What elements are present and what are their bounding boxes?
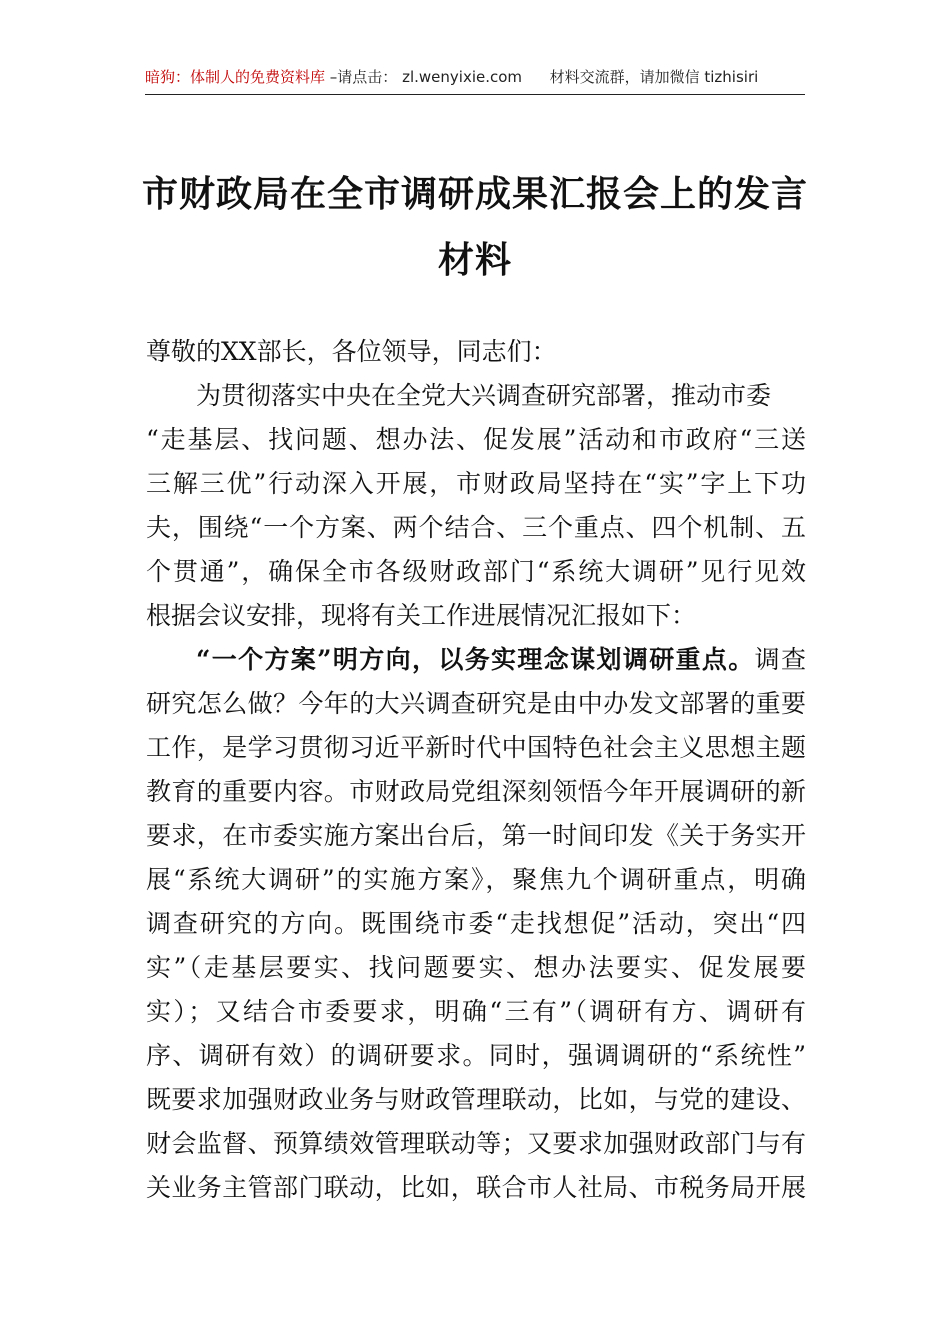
para2-line: 研究怎么做？今年的大兴调查研究是由中办发文部署的重要 — [146, 689, 806, 718]
para2-line: 序、调研有效）的调研要求。同时，强调调研的“系统性” — [146, 1041, 806, 1070]
para2-line: 关业务主管部门联动，比如，联合市人社局、市税务局开展 — [146, 1173, 806, 1202]
header-click-label: –请点击： — [329, 68, 398, 86]
para2-line: 展“系统大调研”的实施方案》，聚焦九个调研重点，明确 — [146, 865, 806, 894]
para2-first-line-rest: 调查 — [754, 645, 806, 674]
para1-line: 根据会议安排，现将有关工作进展情况汇报如下： — [146, 601, 697, 630]
document-title-line-1: 市财政局在全市调研成果汇报会上的发言 — [141, 173, 808, 215]
header-site-name: 暗狗：体制人的免费资料库 — [145, 68, 326, 86]
para2-line: 财会监督、预算绩效管理联动等；又要求加强财政部门与有 — [146, 1129, 806, 1158]
para2-line: 实）；又结合市委要求，明确“三有”（调研有方、调研有 — [146, 997, 806, 1026]
para1-line: 夫，围绕“一个方案、两个结合、三个重点、四个机制、五 — [146, 513, 806, 542]
para2-line: 既要求加强财政业务与财政管理联动，比如，与党的建设、 — [146, 1085, 806, 1114]
para2-line: 教育的重要内容。市财政局党组深刻领悟今年开展调研的新 — [146, 777, 806, 806]
document-body — [146, 330, 806, 1210]
para1-line: 为贯彻落实中央在全党大兴调查研究部署，推动市委 — [196, 381, 772, 410]
para2-line: 要求，在市委实施方案出台后，第一时间印发《关于务实开 — [146, 821, 806, 850]
para2-line: 实”（走基层要实、找问题要实、想办法要实、促发展要 — [146, 953, 806, 982]
header-wechat-note: 材料交流群，请加微信 tizhisiri — [549, 68, 759, 86]
page-header — [145, 66, 805, 95]
para1-line: “走基层、找问题、想办法、促发展”活动和市政府“三送 — [146, 425, 806, 454]
section-heading: “一个方案”明方向，以务实理念谋划调研重点。 — [196, 645, 755, 674]
para2-line: 工作，是学习贯彻习近平新时代中国特色社会主义思想主题 — [146, 733, 806, 762]
document-title-line-2: 材料 — [437, 239, 512, 281]
para1-line: 三解三优”行动深入开展，市财政局坚持在“实”字上下功 — [146, 469, 806, 498]
salutation: 尊敬的XX部长，各位领导，同志们： — [146, 337, 557, 366]
para1-line: 个贯通”，确保全市各级财政部门“系统大调研”见行见效 — [146, 557, 806, 586]
para2-first-line — [146, 638, 806, 682]
para2-line: 调查研究的方向。既围绕市委“走找想促”活动，突出“四 — [146, 909, 806, 938]
header-url-link[interactable]: zl.wenyixie.com — [402, 68, 523, 86]
